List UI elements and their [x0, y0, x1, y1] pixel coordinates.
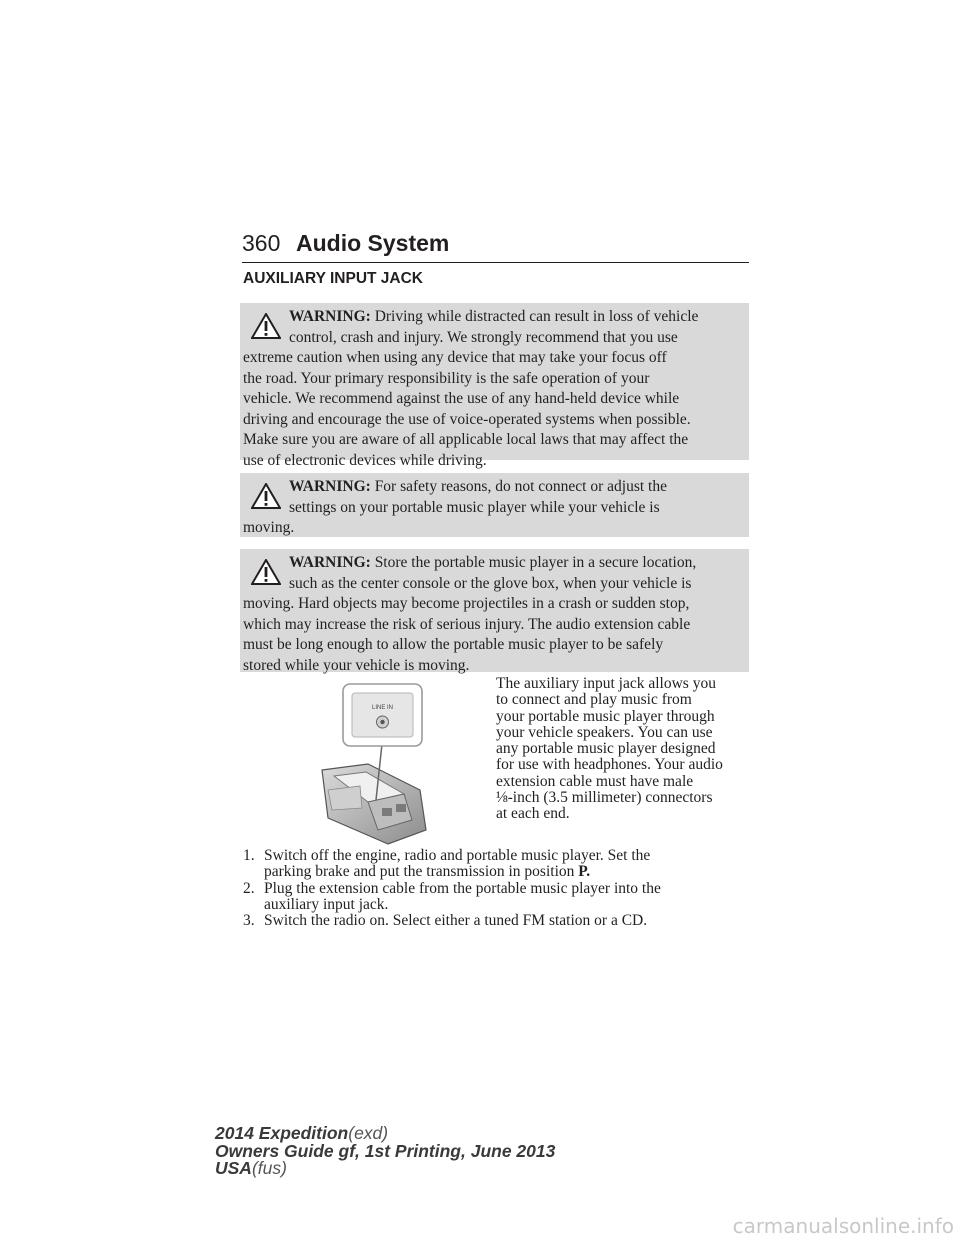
steps-list — [243, 848, 763, 929]
gear-position: P. — [578, 863, 591, 881]
warning-box — [240, 303, 749, 469]
step-item: 1. Switch off the engine, radio and portable music player. Set the parking brake and put the transmission in position P. — [243, 847, 651, 881]
step-number: 3. — [243, 912, 255, 930]
figure-text-line: ⅛-inch (3.5 millimeter) connectors — [496, 789, 713, 807]
warning-box — [240, 549, 749, 672]
page-footer — [215, 1125, 555, 1178]
warning-text-line: Make sure you are aware of all applicable local laws that may affect the — [243, 431, 689, 448]
page-header — [242, 230, 749, 263]
watermark: carmanualsonline.info — [732, 1214, 954, 1238]
warning-text-line: the road. Your primary responsibility is the safe operation of your — [243, 369, 650, 387]
figure-text-line: at each end. — [496, 805, 570, 823]
footer-market: USA — [215, 1158, 252, 1178]
warning-text-line: vehicle. We recommend against the use of any hand-held device while — [243, 390, 680, 407]
warning-text-line: driving and encourage the use of voice-operated systems when possible. — [243, 410, 691, 428]
footer-model: 2014 Expedition — [215, 1123, 349, 1143]
figure-text-line: for use with headphones. Your audio — [496, 756, 723, 774]
aux-jack-illustration — [308, 680, 438, 846]
warning-text-line: WARNING: For safety reasons, do not connect or adjust the — [289, 478, 667, 495]
page-number: 360 — [242, 230, 281, 256]
warning-text-line: WARNING: Store the portable music player in a secure location, — [289, 554, 697, 571]
warning-label: WARNING: — [289, 554, 371, 571]
figure-text-line: The auxiliary input jack allows you — [496, 675, 716, 692]
footer-market-code: (fus) — [251, 1158, 287, 1178]
line-in-label: LINE IN — [371, 705, 394, 711]
step-item: 2. Plug the extension cable from the portable music player into the auxiliary input jack. — [243, 879, 661, 913]
warning-text-line: moving. — [243, 519, 295, 536]
chapter-title: Audio System — [296, 230, 450, 256]
warning-text-line: control, crash and injury. We strongly recommend that you use — [289, 328, 678, 346]
warning-text-line: WARNING: Driving while distracted can result in loss of vehicle — [289, 308, 699, 325]
warning-text-line: must be long enough to allow the portable music player to be safely — [243, 636, 664, 653]
warning-triangle-icon — [251, 313, 281, 339]
step-number: 1. — [243, 847, 255, 864]
section-heading: AUXILIARY INPUT JACK — [243, 270, 423, 287]
figure-description — [496, 676, 756, 823]
figure-text-line: extension cable must have male — [496, 772, 694, 790]
warning-text-line: which may increase the risk of serious injury. The audio extension cable — [243, 615, 691, 633]
warning-text-line: use of electronic devices while driving. — [243, 451, 487, 469]
warning-triangle-icon — [251, 559, 281, 585]
footer-model-code: (exd) — [348, 1123, 389, 1143]
footer-printing: Owners Guide gf, 1st Printing, June 2013 — [215, 1140, 556, 1161]
figure-text-line: your vehicle speakers. You can use — [496, 723, 713, 741]
figure-text-line: any portable music player designed — [496, 740, 716, 758]
warning-text-line: moving. Hard objects may become projectiles in a crash or sudden stop, — [243, 595, 690, 612]
figure-text-line: to connect and play music from — [496, 691, 692, 709]
warning-box — [240, 473, 749, 537]
warning-text-line: extreme caution when using any device that may take your focus off — [243, 349, 667, 366]
warning-label: WARNING: — [289, 308, 371, 325]
warning-text-line: stored while your vehicle is moving. — [243, 656, 470, 674]
figure-text-line: your portable music player through — [496, 707, 715, 725]
step-item: 3. Switch the radio on. Select either a tuned FM station or a CD. — [243, 912, 648, 930]
warning-label: WARNING: — [289, 478, 371, 495]
warning-triangle-icon — [251, 483, 281, 509]
warning-text-line: such as the center console or the glove box, when your vehicle is — [289, 574, 692, 592]
warning-text-line: settings on your portable music player while your vehicle is — [289, 498, 660, 516]
step-number: 2. — [243, 879, 255, 897]
